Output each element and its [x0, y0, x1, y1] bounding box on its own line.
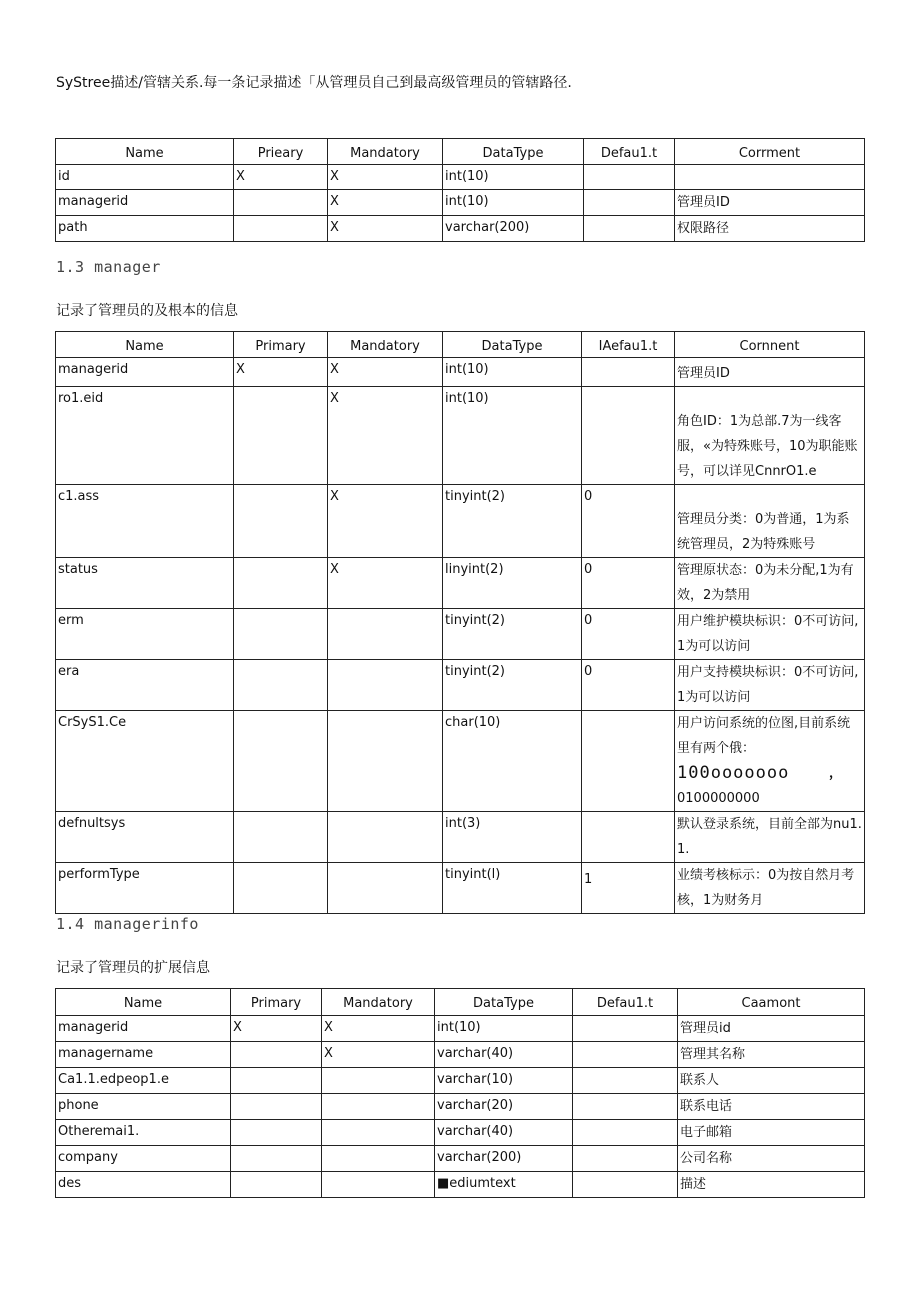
table-row	[56, 358, 865, 387]
table-row	[56, 1042, 865, 1068]
column-header: Primary	[234, 332, 328, 358]
table-cell: tinyint(l)	[443, 863, 582, 914]
table-row	[56, 1068, 865, 1094]
table-cell: 权限路径	[675, 216, 865, 242]
table-cell	[234, 812, 328, 863]
table-cell: erm	[56, 609, 234, 660]
table-cell: id	[56, 165, 234, 190]
column-header: Prieary	[234, 139, 328, 165]
table-cell: char(10)	[443, 711, 582, 812]
table-cell	[584, 216, 675, 242]
table-cell	[573, 1094, 678, 1120]
table-cell: X	[231, 1016, 322, 1042]
table-cell	[234, 485, 328, 558]
bitmap-value: 100ooooooo	[677, 763, 790, 783]
table-cell	[584, 190, 675, 216]
systree-table	[55, 138, 865, 242]
table-cell: X	[328, 387, 443, 485]
table-row	[56, 165, 865, 190]
table-cell	[234, 190, 328, 216]
column-header: IAefau1.t	[582, 332, 675, 358]
table-cell: Otheremai1.	[56, 1120, 231, 1146]
table-cell: tinyint(2)	[443, 485, 582, 558]
table-cell	[322, 1146, 435, 1172]
table-cell	[234, 609, 328, 660]
table-cell: 业绩考核标示：0为按自然月考核，1为财务月	[675, 863, 865, 914]
table-cell	[582, 387, 675, 485]
table-cell: 0	[582, 660, 675, 711]
table-cell	[573, 1172, 678, 1198]
table-cell: status	[56, 558, 234, 609]
table-cell	[231, 1172, 322, 1198]
table-cell: X	[234, 165, 328, 190]
table-cell: 用户支持模块标识：0不可访问,1为可以访问	[675, 660, 865, 711]
table-cell: int(10)	[443, 165, 584, 190]
table-row	[56, 1172, 865, 1198]
table-cell: 描述	[678, 1172, 865, 1198]
table-cell: int(10)	[443, 358, 582, 387]
table-cell: X	[322, 1042, 435, 1068]
table-cell	[234, 387, 328, 485]
table-cell	[328, 863, 443, 914]
table-row	[56, 190, 865, 216]
table-cell: 管理其名称	[678, 1042, 865, 1068]
table-cell: int(10)	[435, 1016, 573, 1042]
column-header: Mandatory	[322, 989, 435, 1016]
table-row	[56, 711, 865, 812]
table-cell: X	[328, 216, 443, 242]
table-cell: managername	[56, 1042, 231, 1068]
table-row	[56, 609, 865, 660]
table-cell: X	[234, 358, 328, 387]
table-cell: ro1.eid	[56, 387, 234, 485]
table-cell: 默认登录系统，目前全部为nu1.1.	[675, 812, 865, 863]
table-cell: performType	[56, 863, 234, 914]
table-cell: X	[328, 358, 443, 387]
table-row	[56, 812, 865, 863]
table-cell: company	[56, 1146, 231, 1172]
table-cell: X	[322, 1016, 435, 1042]
table-cell	[231, 1094, 322, 1120]
table-row	[56, 1094, 865, 1120]
table-cell	[328, 711, 443, 812]
table-cell	[322, 1120, 435, 1146]
column-header: Name	[56, 989, 231, 1016]
managerinfo-table	[55, 988, 865, 1198]
table-cell	[675, 165, 865, 190]
column-header: Defau1.t	[573, 989, 678, 1016]
bitmap-description: 用户访问系统的位图,目前系统里有两个俄：	[677, 716, 851, 756]
table-cell: 联系人	[678, 1068, 865, 1094]
table-cell: ■ediumtext	[435, 1172, 573, 1198]
column-header: Defau1.t	[584, 139, 675, 165]
table-cell	[322, 1068, 435, 1094]
bitmap-value: 0100000000	[677, 791, 760, 806]
table-cell: path	[56, 216, 234, 242]
table-cell: c1.ass	[56, 485, 234, 558]
table-cell	[573, 1068, 678, 1094]
table-cell: varchar(40)	[435, 1120, 573, 1146]
table-row	[56, 863, 865, 914]
table-row	[56, 387, 865, 485]
column-header: Cornnent	[675, 332, 865, 358]
table-cell	[234, 558, 328, 609]
column-header: Caamont	[678, 989, 865, 1016]
table-row	[56, 1146, 865, 1172]
table-cell: int(10)	[443, 387, 582, 485]
table-cell	[573, 1120, 678, 1146]
table-header-row	[56, 332, 865, 358]
table-header-row	[56, 989, 865, 1016]
table-row	[56, 1016, 865, 1042]
bitmap-separator: ，	[828, 766, 842, 781]
table-cell: 管理原状态：0为未分配,1为有效，2为禁用	[675, 558, 865, 609]
table-cell	[584, 165, 675, 190]
table-cell: 管理员分类：0为普通，1为系统管理员，2为特殊账号	[675, 485, 865, 558]
bitmap-value-line	[677, 761, 862, 786]
table-cell: 公司名称	[678, 1146, 865, 1172]
table-cell	[573, 1146, 678, 1172]
table-cell	[234, 863, 328, 914]
table-cell: 管理员ID	[675, 358, 865, 387]
table-cell	[582, 812, 675, 863]
table-cell	[234, 660, 328, 711]
table-cell: Ca1.1.edpeop1.e	[56, 1068, 231, 1094]
table-cell: X	[328, 190, 443, 216]
table-cell: 用户维护模块标识：0不可访问,1为可以访问	[675, 609, 865, 660]
table-cell: managerid	[56, 1016, 231, 1042]
table-row	[56, 216, 865, 242]
table-cell: int(3)	[443, 812, 582, 863]
column-header: DataType	[443, 332, 582, 358]
table-cell	[231, 1120, 322, 1146]
table-cell: 0	[582, 609, 675, 660]
table-cell: CrSyS1.Ce	[56, 711, 234, 812]
column-header: Corrment	[675, 139, 865, 165]
table-row	[56, 558, 865, 609]
table-cell: managerid	[56, 190, 234, 216]
table-cell	[322, 1172, 435, 1198]
column-header: Name	[56, 332, 234, 358]
section-description: 记录了管理员的扩展信息	[56, 960, 210, 976]
table-cell: 管理员ID	[675, 190, 865, 216]
table-cell: managerid	[56, 358, 234, 387]
table-cell	[328, 609, 443, 660]
section-description: 记录了管理员的及根本的信息	[56, 303, 238, 319]
table-cell: 角色ID：1为总部.7为一线客服，«为特殊账号，10为职能账号，可以详见CnnrO1.e	[675, 387, 865, 485]
table-cell: 电子邮箱	[678, 1120, 865, 1146]
table-row	[56, 1120, 865, 1146]
column-header: Name	[56, 139, 234, 165]
table-cell	[328, 812, 443, 863]
table-cell: tinyint(2)	[443, 660, 582, 711]
table-cell: phone	[56, 1094, 231, 1120]
column-header: DataType	[443, 139, 584, 165]
table-cell: tinyint(2)	[443, 609, 582, 660]
table-cell: varchar(40)	[435, 1042, 573, 1068]
table-cell: 联系电话	[678, 1094, 865, 1120]
table-cell: des	[56, 1172, 231, 1198]
table-header-row	[56, 139, 865, 165]
table-cell: varchar(20)	[435, 1094, 573, 1120]
table-cell: 0	[582, 485, 675, 558]
table-cell: linyint(2)	[443, 558, 582, 609]
table-cell	[231, 1068, 322, 1094]
table-cell: X	[328, 558, 443, 609]
table-cell: X	[328, 485, 443, 558]
table-cell: era	[56, 660, 234, 711]
table-cell: varchar(200)	[443, 216, 584, 242]
table-cell	[573, 1042, 678, 1068]
table-cell	[582, 358, 675, 387]
table-cell: defnultsys	[56, 812, 234, 863]
column-header: Mandatory	[328, 332, 443, 358]
table-cell	[231, 1146, 322, 1172]
table-row	[56, 485, 865, 558]
column-header: Primary	[231, 989, 322, 1016]
table-cell: 1	[582, 863, 675, 914]
section-heading-manager: 1.3 manager	[56, 258, 161, 276]
column-header: Mandatory	[328, 139, 443, 165]
table-cell	[582, 711, 675, 812]
intro-text: SyStree描述/管辖关系.每一条记录描述「从管理员自己到最高级管理员的管辖路径.	[56, 75, 572, 91]
table-cell: 管理员id	[678, 1016, 865, 1042]
table-cell: varchar(200)	[435, 1146, 573, 1172]
table-cell	[322, 1094, 435, 1120]
table-cell	[234, 216, 328, 242]
table-cell: varchar(10)	[435, 1068, 573, 1094]
table-cell	[675, 711, 865, 812]
manager-table	[55, 331, 865, 914]
table-cell	[234, 711, 328, 812]
table-cell	[328, 660, 443, 711]
table-row	[56, 660, 865, 711]
table-cell	[231, 1042, 322, 1068]
table-cell: 0	[582, 558, 675, 609]
table-cell: int(10)	[443, 190, 584, 216]
table-cell	[573, 1016, 678, 1042]
table-cell: X	[328, 165, 443, 190]
section-heading-managerinfo: 1.4 managerinfo	[56, 915, 199, 933]
column-header: DataType	[435, 989, 573, 1016]
